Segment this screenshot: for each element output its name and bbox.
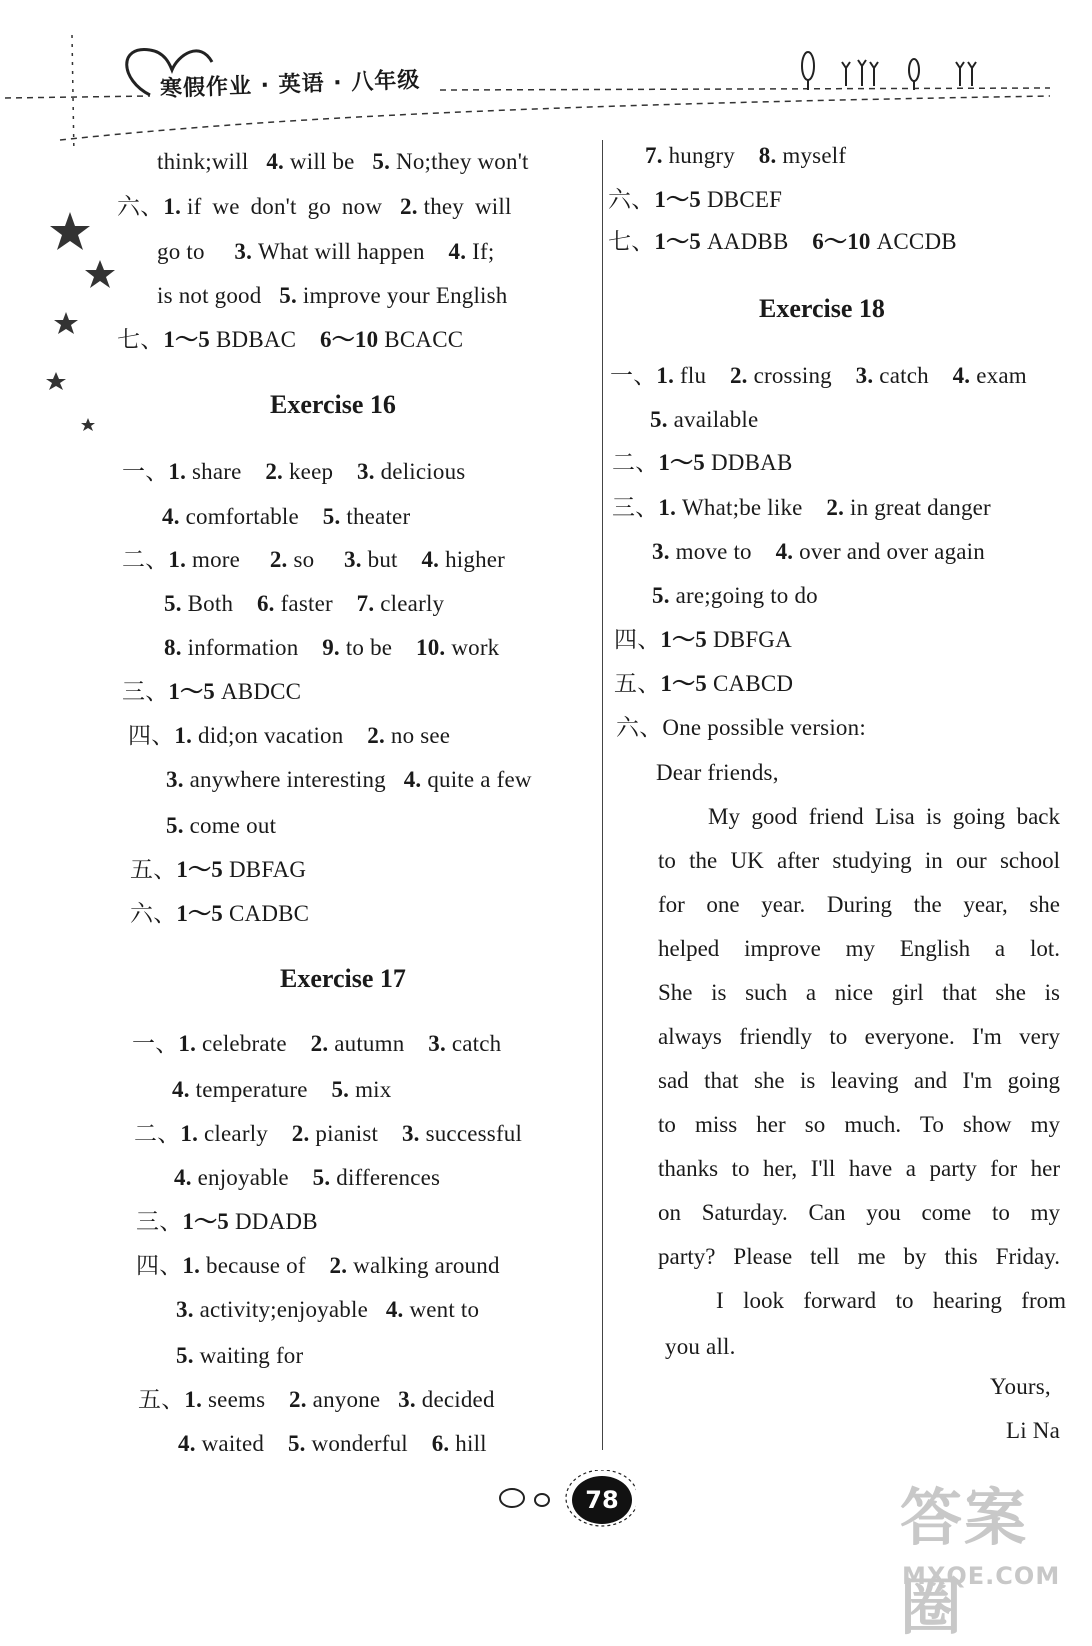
letter-body [658, 847, 1060, 1287]
answer-line: 七、1～5 BDBAC 6～10 BCACC [117, 327, 464, 352]
header-dashed-line-top [5, 96, 150, 98]
answer-line: 三、1. What;be like 2. in great danger [612, 495, 991, 520]
answer-line: 3. activity;enjoyable 4. went to [176, 1297, 480, 1322]
answer-line: 3. move to 4. over and over again [652, 539, 985, 564]
letter-line: sad that she is leaving and I'm going [658, 1068, 1060, 1093]
letter-line: always friendly to everyone. I'm very [658, 1024, 1060, 1049]
letter-line: thanks to her, I'll have a party for her [658, 1156, 1060, 1181]
exercise-heading: Exercise 16 [270, 390, 396, 419]
answer-line: 六、1. if we don't go now 2. they will [117, 194, 512, 219]
letter-line: you all. [665, 1334, 736, 1359]
star-icon [50, 212, 90, 250]
letter-last-paragraph: I look forward to hearing from [716, 1288, 1066, 1313]
answer-line: 二、1～5 DDBAB [612, 450, 793, 475]
column-divider [602, 140, 603, 1450]
answer-line: 5. Both 6. faster 7. clearly [164, 591, 445, 616]
letter-line: to miss her so much. To show my [658, 1112, 1060, 1137]
letter-greeting: Dear friends, [656, 760, 779, 785]
answer-line: 四、1～5 DBFGA [614, 627, 792, 652]
exercise-heading: Exercise 18 [759, 294, 885, 323]
answer-line: 四、1. because of 2. walking around [136, 1253, 500, 1278]
answer-line: 4. comfortable 5. theater [162, 504, 411, 529]
exercise-heading: Exercise 17 [280, 964, 406, 993]
answer-line: 三、1～5 DDADB [136, 1209, 318, 1234]
answer-line: 4. waited 5. wonderful 6. hill [178, 1431, 487, 1456]
answer-line: 二、1. clearly 2. pianist 3. successful [134, 1121, 523, 1146]
answer-line: 5. are;going to do [652, 583, 818, 608]
star-icon [46, 372, 66, 390]
letter-line: She is such a nice girl that she is [658, 980, 1060, 1005]
letter-first-line: My good friend Lisa is going back [708, 804, 1060, 829]
answer-line: is not good 5. improve your English [157, 283, 508, 308]
page-number: 78 [572, 1476, 632, 1524]
answer-line: 六、One possible version: [616, 715, 866, 740]
letter-line: helped improve my English a lot. [658, 936, 1060, 961]
star-icon [81, 418, 95, 431]
star-icon [85, 260, 115, 288]
answer-line: 3. anywhere interesting 4. quite a few [166, 767, 532, 792]
answer-line: 一、1. celebrate 2. autumn 3. catch [132, 1031, 502, 1056]
answer-line: 七、1～5 AADBB 6～10 ACCDB [608, 229, 957, 254]
answer-line: 7. hungry 8. myself [645, 143, 847, 168]
header-title: 寒假作业 · 英语 · 八年级 [159, 67, 421, 102]
answer-line: think;will 4. will be 5. No;they won't [157, 149, 529, 174]
answer-line: 五、1～5 CABCD [614, 671, 794, 696]
circle-icon [535, 1494, 549, 1506]
answer-line: 四、1. did;on vacation 2. no see [128, 723, 451, 748]
answer-line: 三、1～5 ABDCC [122, 679, 302, 704]
circle-icon [500, 1489, 524, 1507]
answer-line: 二、1. more 2. so 3. but 4. higher [122, 547, 506, 572]
margin-stars [40, 200, 120, 440]
answer-line: 六、1～5 DBCEF [608, 187, 783, 212]
page-header [0, 0, 1092, 150]
answer-line: 一、1. share 2. keep 3. delicious [122, 459, 466, 484]
header-dashed-curve [60, 96, 1050, 140]
watermark-text: 答案圈 [900, 1481, 1029, 1643]
answer-line: 一、1. flu 2. crossing 3. catch 4. exam [610, 363, 1027, 388]
letter-line: to the UK after studying in our school [658, 848, 1060, 873]
flowers-icon [802, 52, 976, 90]
answer-line: 五、1. seems 2. anyone 3. decided [138, 1387, 495, 1412]
watermark-logo [850, 1460, 1090, 1643]
letter-closing: Yours, [990, 1374, 1051, 1399]
answer-line: 5. waiting for [176, 1343, 304, 1368]
letter-signature: Li Na [1006, 1418, 1061, 1443]
answer-line: go to 3. What will happen 4. If; [157, 239, 495, 264]
answer-line: 4. enjoyable 5. differences [174, 1165, 441, 1190]
letter-line: party? Please tell me by this Friday. [658, 1244, 1060, 1269]
letter-line: for one year. During the year, she [658, 892, 1060, 917]
answer-line: 五、1～5 DBFAG [130, 857, 307, 882]
answer-line: 4. temperature 5. mix [172, 1077, 392, 1102]
answer-line: 六、1～5 CADBC [130, 901, 310, 926]
answer-line: 8. information 9. to be 10. work [164, 635, 500, 660]
letter-line: on Saturday. Can you come to my [658, 1200, 1060, 1225]
margin-dotted-line [72, 35, 85, 150]
star-icon [54, 312, 78, 334]
answer-line: 5. come out [166, 813, 277, 838]
watermark-url: MXQE.COM [902, 1562, 1061, 1590]
header-dashed-line-right [440, 88, 1050, 90]
answer-line: 5. available [650, 407, 759, 432]
